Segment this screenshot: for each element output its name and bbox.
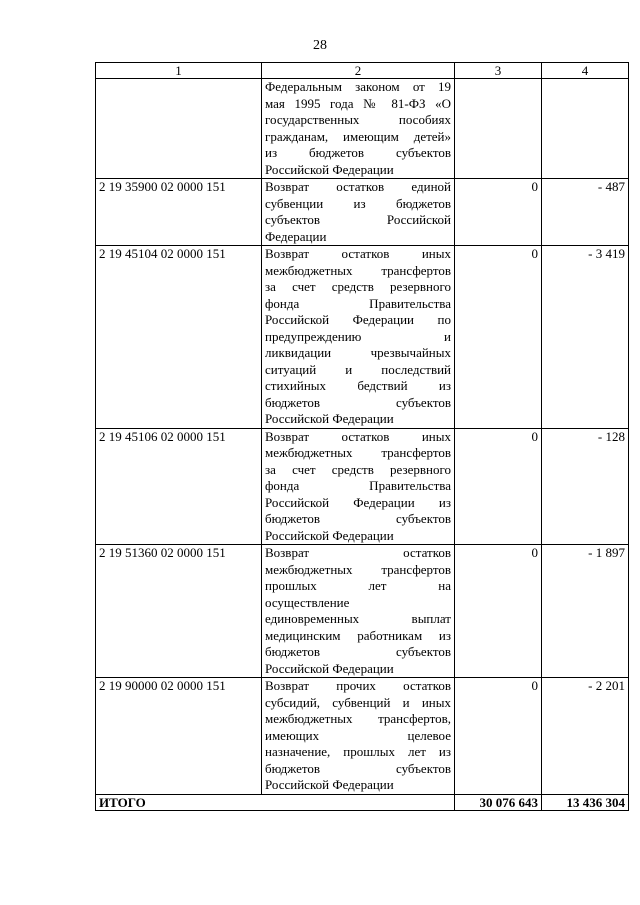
description-line: фонда Правительства (265, 478, 451, 493)
description-line: бюджетов субъектов (265, 760, 451, 776)
description-line: медицинским работникам из (265, 627, 451, 643)
table-row (96, 79, 629, 179)
value-col3 (455, 79, 542, 179)
total-label: ИТОГО (96, 794, 455, 810)
column-header-4: 4 (542, 63, 629, 79)
description-line: государственных пособиях (265, 112, 451, 127)
description-line: Российской Федерации (265, 411, 394, 426)
budget-code: 2 19 45106 02 0000 151 (96, 428, 262, 545)
page-number: 28 (313, 38, 327, 53)
description-line: из бюджетов субъектов (265, 145, 451, 160)
table-row (96, 179, 629, 246)
budget-code: 2 19 51360 02 0000 151 (96, 545, 262, 678)
description-line: прошлых лет на (265, 578, 451, 593)
description-line: Возврат остатков (265, 545, 451, 560)
description-line: за счет средств резервного (265, 279, 451, 294)
column-header-1: 1 (96, 63, 262, 79)
value-col3: 0 (455, 246, 542, 429)
description-line: гражданам, имеющим детей» (265, 128, 451, 144)
description-line: единовременных выплат (265, 611, 451, 626)
description-line: субвенции из бюджетов (265, 195, 451, 211)
budget-code (96, 79, 262, 179)
table-row (96, 678, 629, 795)
budget-table (95, 62, 629, 811)
header-row (96, 63, 629, 79)
budget-description (262, 428, 455, 545)
value-col4 (542, 79, 629, 179)
description-line: Российской Федерации (265, 161, 394, 177)
value-col4: - 2 201 (542, 678, 629, 795)
description-line: предупреждению и (265, 328, 451, 344)
value-col3: 0 (455, 545, 542, 678)
total-col3: 30 076 643 (455, 794, 542, 810)
description-line: бюджетов субъектов (265, 511, 451, 526)
description-line: мая 1995 года № 81-ФЗ «О (265, 95, 451, 111)
description-line: Российской Федерации (265, 660, 394, 676)
description-line: межбюджетных трансфертов (265, 561, 451, 577)
description-line: Российской Федерации (265, 777, 394, 792)
table-row (96, 545, 629, 678)
description-line: Возврат остатков иных (265, 246, 451, 261)
budget-code: 2 19 90000 02 0000 151 (96, 678, 262, 795)
description-line: Российской Федерации по (265, 312, 451, 327)
description-line: ликвидации чрезвычайных (265, 345, 451, 360)
value-col4: - 128 (542, 428, 629, 545)
value-col3: 0 (455, 678, 542, 795)
description-line: Возврат остатков единой (265, 179, 451, 194)
budget-description (262, 79, 455, 179)
description-line: бюджетов субъектов (265, 394, 451, 410)
description-line: межбюджетных трансфертов, (265, 711, 451, 726)
description-line: назначение, прошлых лет из (265, 744, 451, 759)
description-line: межбюджетных трансфертов (265, 445, 451, 460)
budget-code: 2 19 45104 02 0000 151 (96, 246, 262, 429)
description-line: субсидий, субвенций и иных (265, 694, 451, 710)
column-header-3: 3 (455, 63, 542, 79)
description-line: Возврат остатков иных (265, 428, 451, 444)
value-col4: - 1 897 (542, 545, 629, 678)
budget-description (262, 678, 455, 795)
description-line: межбюджетных трансфертов (265, 262, 451, 278)
budget-description (262, 246, 455, 429)
table-row (96, 428, 629, 545)
value-col3: 0 (455, 428, 542, 545)
description-line: фонда Правительства (265, 295, 451, 311)
description-line: за счет средств резервного (265, 461, 451, 477)
description-line: имеющих целевое (265, 727, 451, 743)
description-line: бюджетов субъектов (265, 644, 451, 659)
budget-code: 2 19 35900 02 0000 151 (96, 179, 262, 246)
description-line: стихийных бедствий из (265, 378, 451, 393)
table-body (96, 79, 629, 795)
total-row (96, 794, 629, 810)
value-col3: 0 (455, 179, 542, 246)
budget-description (262, 545, 455, 678)
value-col4: - 487 (542, 179, 629, 246)
total-col4: 13 436 304 (542, 794, 629, 810)
description-line: Федеральным законом от 19 (265, 79, 451, 94)
description-line: осуществление (265, 594, 350, 610)
budget-description (262, 179, 455, 246)
table-row (96, 246, 629, 429)
description-line: Федерации (265, 228, 327, 244)
description-line: Возврат прочих остатков (265, 678, 451, 693)
column-header-2: 2 (262, 63, 455, 79)
description-line: Российской Федерации из (265, 494, 451, 510)
description-line: ситуаций и последствий (265, 361, 451, 377)
description-line: субъектов Российской (265, 212, 451, 227)
value-col4: - 3 419 (542, 246, 629, 429)
description-line: Российской Федерации (265, 527, 394, 543)
